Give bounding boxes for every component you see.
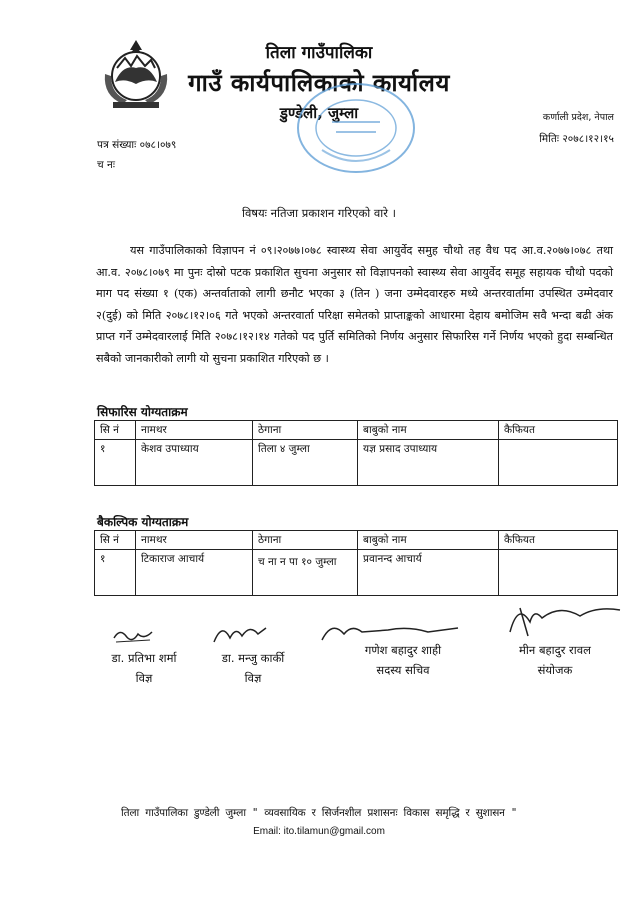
table-header-row	[95, 421, 618, 440]
signatory-name: गणेश बहादुर शाही	[364, 643, 442, 657]
notice-body: यस गाउँपालिकाको विज्ञापन नं ०९।२०७७।०७८ स्वास्थ्य सेवा आयुर्वेद समुह चौथो तह वैध पद आ.व.२०७७।०७८ तथा आ.व. २०७८।०७९ मा पुनः दोस्रो पटक प्रकाशित सुचना अनुसार सो विज्ञापनको स्वास्थ्य सेवा आयुर्वेद समूह सहायक चौथो पदको माग पद संख्या १ (एक) अन्तर्वाताको लागी छनौट भएका ३ (तिन ) जना उम्मेदवारहरु मध्ये अन्तरवार्तामा उपस्थित उम्मेदवार २(दुई) को मिति २०७८।१२।०६ गते भएको अन्तरवार्ता परिक्षा समेतको प्राप्ताङ्कको आधारमा देहाय बमोजिम सवै भन्दा बढी अंक प्राप्त गर्ने उम्मेदवारलाई मिति २०७८।१२।१४ गतेको पद पुर्ति समितिको निर्णय अनुसार सिफारिस गर्ने निर्णय भएको हुदा सम्बन्धित सबैको जानकारीको लागी यो सुचना प्रकाशित गरिएको छ ।	[96, 244, 613, 365]
cell-name: केशव उपाध्याय	[136, 440, 253, 486]
signatory-name: डा. प्रतिभा शर्मा	[111, 651, 177, 665]
col-remarks: कैफियत	[499, 421, 618, 440]
col-serial: सि नं	[95, 531, 136, 550]
cell-name: टिकाराज आचार्य	[136, 550, 253, 596]
col-name: नामथर	[136, 531, 253, 550]
subject-line: विषयः नतिजा प्रकाशन गरिएको वारे ।	[241, 206, 397, 220]
col-address: ठेगाना	[253, 421, 358, 440]
signatory-2	[198, 648, 308, 688]
cell-father-name: प्रवानन्द आचार्य	[358, 550, 499, 596]
recommended-table	[94, 420, 618, 486]
signatory-name: मीन बहादुर रावल	[519, 643, 591, 657]
province-label: कर्णाली प्रदेश, नेपाल	[542, 112, 614, 123]
cell-address: च ना न पा १० जुम्ला	[253, 550, 358, 596]
table-row	[95, 440, 618, 486]
footer-slogan: तिला गाउँपालिका डुण्डेली जुम्ला " व्यवसायिक र सिर्जनशील प्रशासनः विकास समृद्धि र सुशासन "	[120, 807, 518, 819]
cell-father-name: यज्ञ प्रसाद उपाध्याय	[358, 440, 499, 486]
signatory-role: विज्ञ	[135, 671, 153, 685]
col-name: नामथर	[136, 421, 253, 440]
col-father-name: बाबुको नाम	[358, 421, 499, 440]
recommended-section-title: सिफारिस योग्यताक्रम	[97, 405, 188, 419]
cell-serial: १	[95, 440, 136, 486]
col-address: ठेगाना	[253, 531, 358, 550]
signature-mark-2	[210, 620, 270, 650]
col-father-name: बाबुको नाम	[358, 531, 499, 550]
col-serial: सि नं	[95, 421, 136, 440]
alternate-table	[94, 530, 618, 596]
office-stamp-icon	[292, 78, 420, 178]
office-name: गाउँ कार्यपालिकाको कार्यालय	[188, 69, 450, 97]
alternate-section-title: बैकल्पिक योग्यताक्रम	[97, 515, 189, 529]
table-row	[95, 550, 618, 596]
signatory-1	[88, 648, 200, 688]
office-address: डुण्डेली, जुम्ला	[279, 104, 359, 122]
reference-number: पत्र संख्याः ०७८।०७९	[97, 139, 177, 151]
footer-email[interactable]: Email: ito.tilamun@gmail.com	[253, 826, 385, 837]
signature-mark-1	[112, 626, 158, 646]
table-header-row	[95, 531, 618, 550]
letter-date: मितिः २०७८।१२।१५	[539, 133, 614, 145]
cell-remarks	[499, 550, 618, 596]
signatory-name: डा. मन्जु कार्की	[221, 651, 285, 665]
cell-serial: १	[95, 550, 136, 596]
signatory-role: संयोजक	[537, 663, 573, 677]
cell-remarks	[499, 440, 618, 486]
signatory-role: विज्ञ	[244, 671, 262, 685]
signature-mark-4	[500, 598, 630, 638]
signatory-role: सदस्य सचिव	[376, 663, 430, 677]
municipality-name: तिला गाउँपालिका	[265, 43, 373, 63]
cell-address: तिला ४ जुम्ला	[253, 440, 358, 486]
signatory-3	[328, 640, 478, 680]
col-remarks: कैफियत	[499, 531, 618, 550]
signatory-4	[490, 640, 620, 680]
dispatch-number: च नः	[97, 159, 115, 171]
